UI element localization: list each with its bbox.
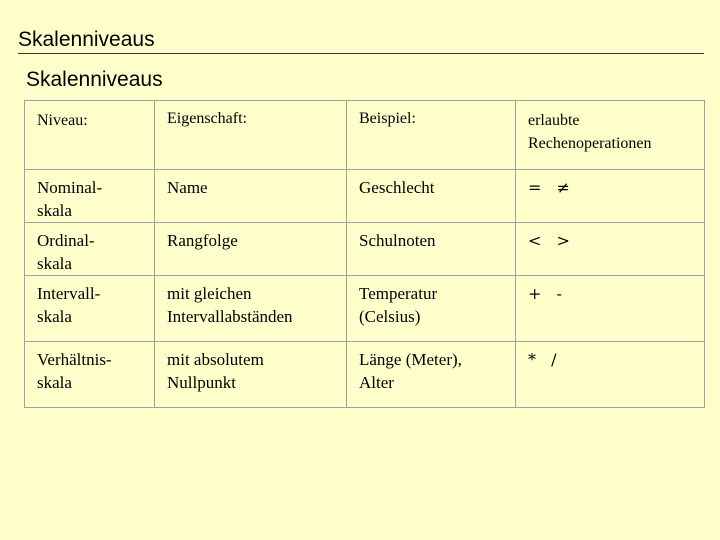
cell-example: Schulnoten — [347, 223, 516, 276]
cell-example: Temperatur (Celsius) — [347, 276, 516, 342]
header-cell-property: Eigenschaft: — [155, 101, 347, 170]
header-cell-example: Beispiel: — [347, 101, 516, 170]
slide-title: Skalenniveaus — [18, 28, 155, 51]
scale-levels-table — [24, 100, 705, 408]
cell-property: Name — [155, 170, 347, 223]
table-row — [25, 170, 705, 223]
cell-level: Nominal- skala — [25, 170, 155, 223]
header-cell-operations: erlaubte Rechenoperationen — [516, 101, 705, 170]
cell-level: Verhältnis- skala — [25, 342, 155, 408]
cell-property: mit absolutem Nullpunkt — [155, 342, 347, 408]
cell-operations: = ≠ — [516, 170, 705, 223]
table-row — [25, 342, 705, 408]
header-cell-level: Niveau: — [25, 101, 155, 170]
cell-example: Geschlecht — [347, 170, 516, 223]
cell-example: Länge (Meter), Alter — [347, 342, 516, 408]
title-divider — [18, 53, 704, 54]
cell-operations: < > — [516, 223, 705, 276]
cell-operations: * / — [516, 342, 705, 408]
cell-operations: + - — [516, 276, 705, 342]
cell-property: Rangfolge — [155, 223, 347, 276]
cell-level: Ordinal- skala — [25, 223, 155, 276]
cell-level: Intervall- skala — [25, 276, 155, 342]
table-row — [25, 276, 705, 342]
section-title: Skalenniveaus — [26, 68, 163, 91]
table-header-row — [25, 101, 705, 170]
cell-property: mit gleichen Intervallabständen — [155, 276, 347, 342]
table-row — [25, 223, 705, 276]
